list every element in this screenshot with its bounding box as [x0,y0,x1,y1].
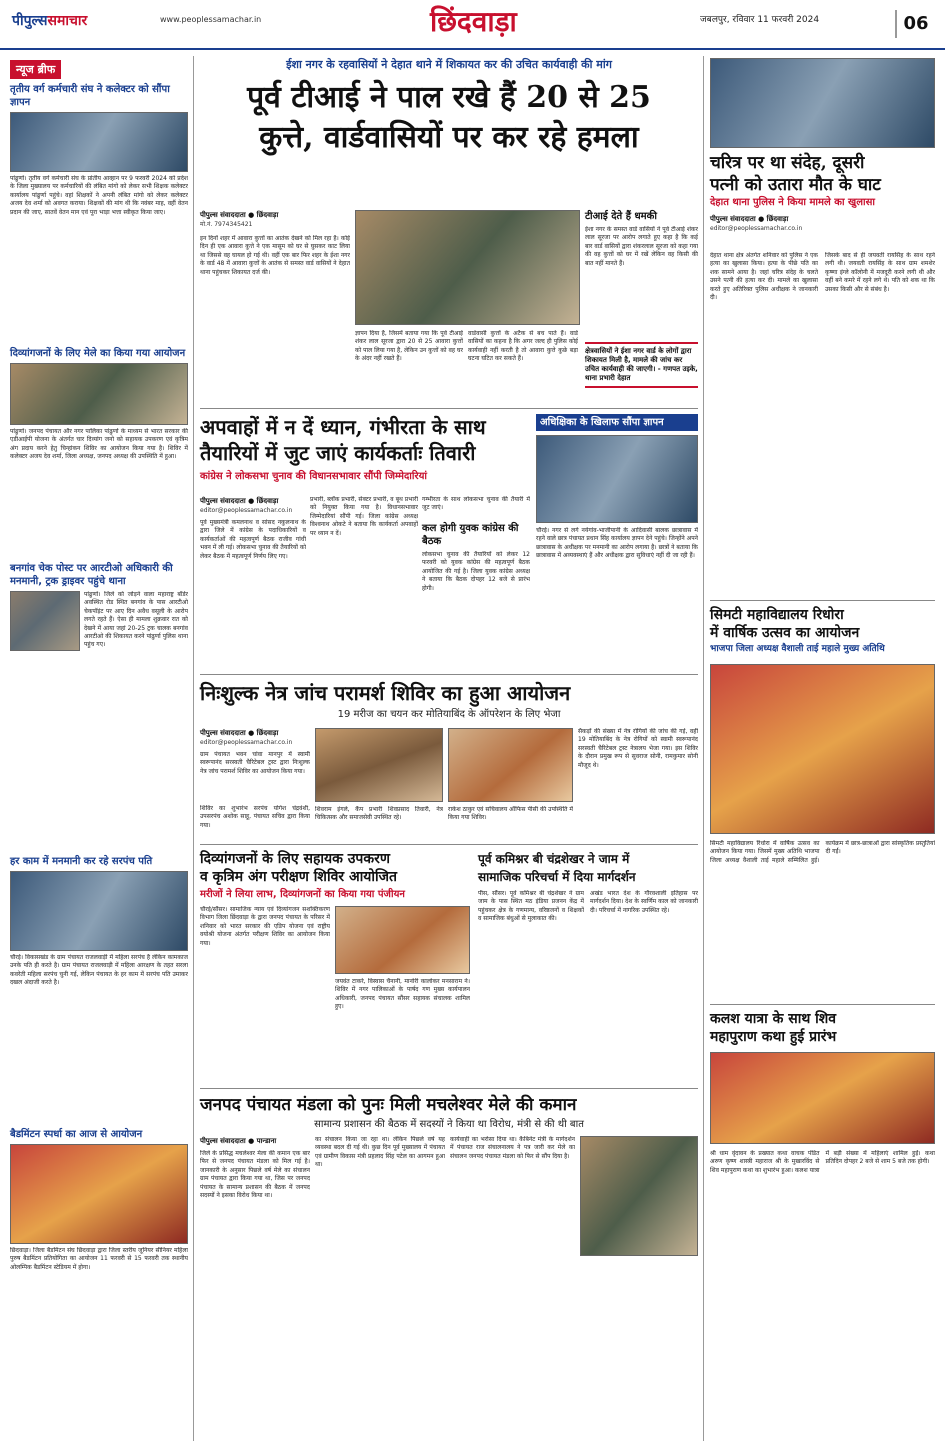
mandla-byline: पीपुल्स संवाददाता ● पान्डाना [200,1137,277,1145]
divider [200,1088,698,1089]
congress-email[interactable]: editor@peoplessamachar.co.in [200,507,293,514]
memo-title: अधिक्षिका के खिलाफ सौंपा ज्ञापन [536,414,698,431]
youth-congress-title: कल होगी युवक कांग्रेस की बैठक [422,523,519,547]
youth-congress-body: लोकसभा चुनाव की तैयारियों को लेकर 12 फरवरी को युवक कांग्रेस की महत्वपूर्ण बैठक आयोजित की गई है। जिला युवक कांग्रेस अध्यक्ष ने बताया कि बैठक दोपहर 12 बजे से प्रारंभ होगी। [422,551,530,592]
lead-side-body: ईशा नगर के समस्त वार्ड वासियों ने पूर्व टीआई शंकर लाल सूरजा पर आरोप लगाते हुए कहा है कि कई बार वार्ड वासियों द्वारा शंकरलाल सूरजा को कहा गया की वह कुत्तों को घर में रखें लेकिन वह किसी की बात नहीं मानते हैं। [585,226,698,267]
lead-quote: क्षेत्रवासियों ने ईशा नगर वार्ड के लोगों द्वारा शिकायत मिली है, मामले की जांच कर उचित कार्यवाही की जाएगी। - गणपत उइके, थाना प्रभारी देहात [585,342,698,388]
murder-subhead: देहात थाना पुलिस ने किया मामले का खुलासा [710,197,875,208]
eye-body-2: शिविर का शुभारंभ सरपंच योगेश चंद्रवंशी, उपसरपंच अशोक साहू, पंचायत सचिव द्वारा किया गया। [200,805,310,829]
congress-byline: पीपुल्स संवाददाता ● छिंदवाड़ा [200,497,279,505]
mandla-column-1 [200,1136,310,1435]
commissioner-story [478,850,698,886]
brief-body: पांढुर्णा। जिले को जोड़ने वाला महाराष्ट्र बॉर्डर अवस्थित रोड स्थित बनगांव के पास आरटीओ चेकपॉइंट पर आए दिन अवैध वसूली के आरोप लगते रहते हैं। ऐसा ही मामला शुक्रवार रात को देखने में आया जहां 20-25 ट्रक चालक बनगांव आरटीओ की शिकायत करने पांढुर्णा पुलिस थाना पहुंच गए। [84,591,188,649]
divyang-headline-line-1: दिव्यांगजनों के लिए सहायक उपकरण [200,851,390,867]
lead-body-1: इन दिनों शहर में आवारा कुत्तों का आतंक देखने को मिल रहा है। कोई दिन ही एक आवारा कुत्ते ने एक मासूम को घर से घुसकर काट लिया था जिससे वह घायल हो गई थी। वहीं एक बार फिर शहर के ईशा नगर के वार्ड 48 में आवारा कुत्तों के आतंक से समस्त वार्ड वासियों ने देहात थाना पहुंचकर शिकायत दर्ज की। [200,235,350,276]
masthead [0,0,945,50]
lead-byline: पीपुल्स संवाददाता ● छिंदवाड़ा [200,211,279,219]
congress-subhead: कांग्रेस ने लोकसभा चुनाव की विधानसभावार सौंपी जिम्मेदारियां [200,471,427,482]
college-story [710,606,935,656]
lead-column-1 [200,210,350,410]
lead-kicker: ईशा नगर के रहवासियों ने देहात थाने में शिकायत कर की उचित कार्यवाही की मांग [286,58,612,71]
divyang-subhead: मरीजों ने लिया लाभ, दिव्यांगजनों का किया गया पंजीयन [200,889,405,900]
murder-headline-line-2: पत्नी को उतारा मौत के घाट [710,175,881,195]
eye-subhead: 19 मरीज का चयन कर मोतियाबिंद के ऑपरेशन के लिए भेजा [337,709,561,720]
lead-headline-line-2: कुत्ते, वार्डवासियों पर कर रहे हमला [259,120,639,155]
divider [710,600,935,601]
newspaper-logo: पीपुल्ससमाचार [12,13,88,29]
commissioner-headline-line-2: सामाजिक परिचर्चा में दिया मार्गदर्शन [478,870,636,884]
divider [200,844,698,845]
fair-photo [10,363,188,425]
police-press-photo [710,58,935,148]
congress-column-1 [200,496,306,674]
divider [710,1004,935,1005]
lead-residents-photo [355,210,580,325]
murder-headline-line-1: चरित्र पर था संदेह, दूसरी [710,153,865,173]
college-body: सिमटी महाविद्यालय रिधोरा में वार्षिक उत्सव का आयोजन किया गया। जिसमें मुख्य अतिथि भाजपा जिला अध्यक्ष वैशाली ताई महाले सम्मिलित हुई। कार्यक्रम में छात्र-छात्राओं द्वारा सांस्कृतिक प्रस्तुतियां दी गईं। [710,840,935,864]
congress-column-3 [422,496,530,671]
brief-body: छिंदवाड़ा। जिला बैडमिंटन संघ छिंदवाड़ा द्वारा जिला स्तरीय जूनियर सीनियर महिला पुरुष बैडमिंटन प्रतियोगिता का आयोजन 11 फरवरी से 15 फरवरी तक स्थानीय ओलम्पिक बैडमिंटन स्टेडियम में होगा। [10,1247,188,1271]
lead-body-2: ज्ञापन दिया है, जिसमें बताया गया कि पूर्व टीआई शंकर लाल सूरजा द्वारा 20 से 25 आवारा कुत्तों को पाल लिया गया है, लेकिन उन कुत्तों को वह घर के अंदर नहीं रखते हैं। [355,330,463,363]
divyang-story [200,850,470,902]
brief-body: चौरई। विकासखंड के ग्राम पंचायत राजलवाड़ी में महिला सरपंच है लेकिन कामकाज उनके पति ही करते है। ग्राम पंचायत राजलवाड़ी में महिला आरक्षण के तहत सरला कवरेती महिला सरपंच चुनी गई, लेकिन पंचायत के हर काम में सरपंच पति उमाकर दखल अंदाजी करते है। [10,954,188,987]
eye-camp-photo-1 [315,728,443,802]
lead-sidebar [585,210,698,388]
college-function-photo [710,664,935,834]
brief-body: पांढुर्णा। तृतीय वर्ग कर्मचारी संघ के प्रांतीय आव्हान पर 9 फरवरी 2024 को प्रदेश के जिला मुख्यालय पर कर्मचारियों की लंबित मांगो को लेकर सभी शिक्षक कलेक्टर कार्यालय पांढुर्णा पहुंचे। वहां शिक्षकों ने अपनी लंबित मांगो को लेकर कलेक्टर अजय देव शर्मा को अवगत कराया। शिक्षकों की मांग थी कि नवंबर माह, वहीं वेतन प्रदान की जाए, सातवें वेतन मान एवं पूरा भाड़ा भत्ता स्वीकृत किया जाए। [10,175,188,216]
kalash-headline-line-2: महापुराण कथा हुई प्रारंभ [710,1029,837,1045]
news-brief-sidebar [10,60,188,1347]
mandla-body-2: का संचालन किया जा रहा था। लेकिन पिछले वर्ष यह व्यवस्था बदल दी गई थी। कुछ दिन पूर्व मुख्यालय में पंचायत एवं ग्रामीण विकास मंत्री प्रहलाद सिंह पटेल का आगमन हुआ था। [315,1136,445,1169]
edition-date: जबलपुर, रविवार 11 फरवरी 2024 [700,15,820,25]
eye-camp-photo-2 [448,728,573,802]
eye-byline: पीपुल्स संवाददाता ● छिंदवाड़ा [200,729,279,737]
truck-drivers-photo [10,591,80,651]
murder-body-2: जिसके बाद से ही जयवती रायसिंह के साथ रहने लगी थी। जयवती रायसिंह के साथ ग्राम शमशेर कृष्णा इंग्ले कॉलोनी में मजदूरी करने लगी थी और वहीं बने कमरे में रहने लगे थे। पति को शक था कि उसका किसी और से संबंध है। [825,252,935,293]
kalash-body: श्री धाम वृंदावन के प्रख्यात कथा वाचक पंडित अरुण कृष्ण शास्त्री महाराज श्री के मुखारविंद से शिव महापुराण कथा का शुभारंभ हुआ। कलश यात्रा में बड़ी संख्या में महिलाएं शामिल हुईं। कथा प्रतिदिन दोपहर 2 बजे से शाम 5 बजे तक होगी। [710,1150,935,1174]
eye-column-1 [200,728,310,839]
eye-headline: निःशुल्क नेत्र जांच परामर्श शिविर का हुआ आयोजन [200,681,571,705]
mandla-subhead: सामान्य प्रशासन की बैठक में सदस्यों ने किया था विरोध, मंत्री से की थी बात [314,1119,584,1130]
congress-headline-line-1: अपवाहों में न दें ध्यान, गंभीरता के साथ [200,415,486,439]
memo-story [536,414,698,677]
column-rule-left [193,56,194,1441]
kalash-headline-line-1: कलश यात्रा के साथ शिव [710,1011,837,1027]
lead-side-title: टीआई देते हैं धमकी [585,211,657,222]
eye-camp-story [200,680,698,722]
divider [200,408,698,409]
murder-email[interactable]: editor@peoplessamachar.co.in [710,225,803,232]
edition-city: छिंदवाड़ा [430,5,517,38]
kalash-yatra-photo [710,1052,935,1144]
brief-title: दिव्यांगजनों के लिए मेले का किया गया आयोजन [10,348,186,359]
divyang-body-2: जयवंत टाकरे, विस्वास चैनानी, मानोरी कालोकर मनसाराम ने। शिविर में नगर पालिकाओं के पार्षद गण मुख्य कार्यपालन अधिकारी, जनपद पंचायत सौंसर सहायक संचालक शामिल हुए। [335,978,470,1011]
divyang-headline-line-2: व कृत्रिम अंग परीक्षण शिविर आयोजित [200,869,398,885]
commissioner-body-2: अखंड भारत देश के गौरवशाली इतिहास पर मार्गदर्शन दिया। देश के स्वर्णिम काल को जानकारी दी। परिचर्चा में नागरिक उपस्थित रहे। [590,890,698,914]
badminton-photo [10,1144,188,1244]
mandla-headline: जनपद पंचायत मंडला को पुनः मिली मचलेश्वर मेले की कमान [200,1095,577,1115]
memo-photo [536,435,698,523]
congress-body-3: गम्भीरता के साथ लोकसभा चुनाव की तैयारी में जुट जाएं। [422,496,530,512]
page-number: 06 [895,10,935,38]
brief-title: बनगांव चेक पोस्ट पर आरटीओ अधिकारी की मनमानी, ट्रक ड्राइवर पहुंचे थाना [10,563,173,587]
congress-story [200,414,530,484]
brief-title: हर काम में मनमानी कर रहे सरपंच पति [10,856,153,867]
eye-email[interactable]: editor@peoplessamachar.co.in [200,739,293,746]
news-brief-tag: न्यूज ब्रीफ [10,60,61,79]
murder-byline: पीपुल्स संवाददाता ● छिंदवाड़ा [710,215,789,223]
college-headline-line-1: सिमटी महाविद्यालय रिधोरा [710,607,844,623]
mandla-photo [580,1136,698,1256]
panchayat-photo [10,871,188,951]
website-url[interactable]: www.peoplessamachar.in [160,15,262,24]
congress-headline-line-2: तैयारियों में जुट जाएं कार्यकर्ताः तिवारी [200,441,476,465]
college-subhead: भाजपा जिला अध्यक्ष वैशाली ताई महाले मुख्य अतिथि [710,644,885,654]
mandla-body-3: कार्यवाही का भरोसा दिया था। कैबिनेट मंत्री के मार्गदर्शन में पंचायत राज संचालनालय ने पत्र जारी कर मेले का संचालन जनपद पंचायत मंडला को फिर से सौंप दिया है। [450,1136,575,1160]
column-rule-right [703,56,704,1441]
commissioner-body-1: पीस, सौंसर। पूर्व कमिश्नर बी चंद्रशेखर ने ग्राम जाम के पास स्थित मठ इंडिया प्रजनन केंद्र में पहुंचकर क्षेत्र के गणमान्य, वरिष्ठजनों व शिक्षकों व सामाजिक बंधुओं से मुलाकात की। [478,890,584,923]
lead-story [200,58,698,158]
lead-mobile: मो.नं. 7974345421 [200,221,253,228]
eye-body-3: शिवराम इंगले, कैंप प्रभारी शिवप्रसाद तिवारी, नेत्र चिकित्सक और समाजसेवी उपस्थित रहे। [315,806,443,822]
brief-title: तृतीय वर्ग कर्मचारी संघ ने कलेक्टर को सौंपा ज्ञापन [10,84,170,108]
murder-body-1: देहात थाना क्षेत्र अंतर्गत शनिवार को पुलिस ने एक हत्या का खुलासा किया। हत्या के पीछे पति का शक सामने आया है। जहां चरित्र संदेह के चलते उसने पत्नी की हत्या कर दी। मामले का खुलासा करते हुए अतिरिक्त पुलिस अधीक्षक ने जानकारी दी। [710,252,818,302]
mandla-story [200,1094,698,1132]
murder-story [710,152,935,233]
congress-body-2: प्रभारी, ब्लॉक प्रभारी, सेक्टर प्रभारी, व बूथ प्रभारी को नियुक्त किया गया है। विधानसभावार जिम्मेदारियां सौंपी गई। जिला कांग्रेस अध्यक्ष विश्वनाथ ओकटे ने बताया कि कार्यकर्ता अपवाहों पर ध्यान न दें। [310,496,418,537]
memorandum-photo [10,112,188,172]
divyang-photo [335,906,470,974]
brief-body: पांढुर्णा। जनपद पंचायत और नगर पालिका पांढुर्णा के माध्यम से भारत सरकार की एडीआईपी योजना के अंतर्गत चार दिव्यांग जनो को सहायक उपकरण एवं कृत्रिम अंग प्रदाय करने हेतु चिन्हांकन शिविर का आयोजन किया गया है। शिविर में कलेक्टर अजय देव शर्मा, जिला अध्यक्ष, जनपद अध्यक्ष की उपस्थिति में हुआ। [10,428,188,461]
divider [200,674,698,675]
memo-body: चौरई। नगर से लगे नयेगांव-भाजीपानी के आदिवासी बालक छात्रावास में रहने वाले छात्र पंचायत प्रधान सिंह कार्यालय ज्ञापन देने पहुंचे। जिन्होंने अपने छात्रावास के अधीक्षक पर मनमानी का आरोप लगाया है। छात्रों ने बताया कि छात्रावास में अव्यवस्थाएं हैं और अधीक्षक द्वारा सुविधाएं नहीं दी जा रही हैं। [536,527,698,560]
commissioner-headline-line-1: पूर्व कमिश्नर बी चंद्रशेखर ने जाम में [478,852,630,866]
eye-body-4: राकेश ठाकुर एवं सचिवालय ऑफिस पीसी की उपस्थिति में किया गया शिविर। [448,806,573,822]
eye-body-5: सैकड़ों की संख्या में नेत्र रोगियों की जांच की गई, वहीं 19 मोतियाबिंद के नेत्र रोगियों को स्वामी स्वरूपानंद सरस्वती चैरिटेबल ट्रस्ट नेत्रालय भेजा गया। इस शिविर के दौरान प्रमुख रूप से सुवराज सोनी, रामकुमार सोनी मौजूद थे। [578,728,698,769]
brief-title: बैडमिंटन स्पर्धा का आज से आयोजन [10,1129,143,1140]
mandla-body-1: जिले के प्रसिद्ध मचलेश्वर मेला की कमान एक बार फिर से जनपद पंचायत मंडला को मिल गई है। जानकारी के अनुसार पिछले वर्ष मेले का संचालन ग्राम पंचायत द्वारा किया गया था, जिस पर जनपद पंचायत के सामान्य प्रशासन की बैठक में जनपद सदस्यों ने इसका विरोध किया था। [200,1150,310,1200]
college-headline-line-2: में वार्षिक उत्सव का आयोजन [710,625,860,641]
divyang-body-1: चौरई/सौंसर। सामाजिक न्याय एवं दिव्यांगजन सशक्तिकरण विभाग जिला छिंदवाड़ा के द्वारा जनपद पंचायत के परिसर में शनिवार को भारत सरकार की एडिप योजना एवं राष्ट्रीय वयोश्री योजना अंतर्गत परीक्षण शिविर का आयोजन किया गया। [200,906,330,947]
kalash-story [710,1010,935,1046]
lead-headline-line-1: पूर्व टीआई ने पाल रखे हैं 20 से 25 [247,80,651,115]
lead-body-3: वार्डवासी कुत्तों के अटैक से बच पाते हैं। वार्ड वासियों का कहना है कि अगर जल्द ही पुलिस कोई कार्यवाही नहीं करती है तो आवारा कुत्ते कुछे बड़ा घटना घटित कर सकते हैं। [468,330,578,363]
congress-body-1: पूर्व मुख्यमंत्री कमलनाथ व सांसद नकुलनाथ के द्वारा जिले में कांग्रेस के पदाधिकारियों व कार्यकर्ताओं की महत्वपूर्ण बैठक राजीव गांधी भवन में ली गई। लोकसभा चुनाव की तैयारियों को लेकर बैठक में महत्वपूर्ण निर्णय लिए गए। [200,519,306,560]
eye-body-1: ग्राम पंचायत भवन चांवा मानपुर में स्वामी स्वरूपानंद सरस्वती चैरिटेबल ट्रस्ट द्वारा निःशुल्क नेत्र जांच परामर्श शिविर का आयोजन किया गया। [200,751,310,775]
